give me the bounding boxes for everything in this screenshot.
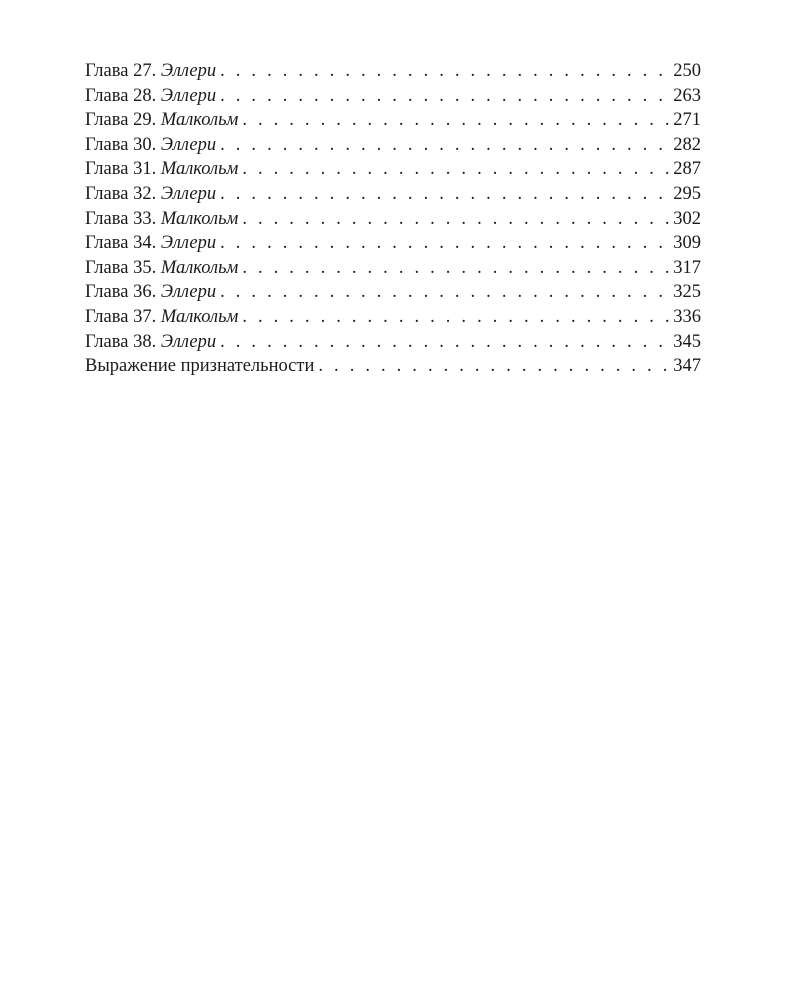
- toc-entry-chapter-31: [85, 157, 701, 182]
- toc-entry-chapter-34: [85, 231, 701, 256]
- table-of-contents: [85, 59, 701, 379]
- toc-entry-chapter-30: [85, 133, 701, 158]
- chapter-name: Малкольм: [160, 257, 239, 278]
- toc-entry-acknowledgements: [85, 354, 701, 379]
- toc-entry-chapter-27: [85, 59, 701, 84]
- toc-entry-title: [85, 354, 314, 379]
- chapter-number: Глава 33.: [85, 208, 161, 229]
- chapter-number: Глава 31.: [85, 159, 161, 180]
- toc-entry-title: [85, 157, 238, 182]
- toc-entry-chapter-36: [85, 280, 701, 305]
- chapter-name: Малкольм: [160, 306, 239, 327]
- chapter-number: Глава 38.: [85, 331, 161, 352]
- page-number: 309: [673, 233, 701, 254]
- page-number: 250: [673, 61, 701, 81]
- toc-entry-chapter-35: [85, 256, 701, 281]
- toc-entry-title: [85, 256, 238, 281]
- page-number: 287: [673, 159, 701, 180]
- chapter-name: Эллери: [160, 134, 217, 155]
- toc-entry-chapter-32: [85, 182, 701, 207]
- dot-leader: [216, 59, 673, 84]
- chapter-number: Глава 34.: [85, 233, 161, 254]
- toc-entry-title: [85, 59, 216, 84]
- toc-entry-title: [85, 84, 216, 109]
- toc-entry-title: [85, 207, 238, 232]
- section-title: Выражение признательности: [85, 356, 315, 377]
- chapter-number: Глава 27.: [85, 61, 161, 81]
- page-number: 302: [673, 208, 701, 229]
- dot-leader: [238, 207, 673, 232]
- page-number: 263: [673, 85, 701, 106]
- chapter-number: Глава 29.: [85, 110, 161, 131]
- dot-leader: [238, 305, 673, 330]
- toc-entry-title: [85, 108, 238, 133]
- toc-entry-title: [85, 133, 216, 158]
- chapter-name: Эллери: [160, 282, 217, 303]
- chapter-name: Малкольм: [160, 110, 239, 131]
- chapter-name: Эллери: [160, 85, 217, 106]
- toc-entry-chapter-38: [85, 330, 701, 355]
- chapter-number: Глава 32.: [85, 183, 161, 204]
- toc-entry-title: [85, 280, 216, 305]
- chapter-name: Эллери: [160, 233, 217, 254]
- chapter-number: Глава 37.: [85, 306, 161, 327]
- dot-leader: [216, 84, 673, 109]
- toc-entry-title: [85, 305, 238, 330]
- dot-leader: [314, 354, 673, 379]
- chapter-name: Малкольм: [160, 208, 239, 229]
- dot-leader: [238, 256, 673, 281]
- toc-entry-chapter-29: [85, 108, 701, 133]
- page-number: 317: [673, 257, 701, 278]
- dot-leader: [216, 280, 673, 305]
- toc-entry-title: [85, 231, 216, 256]
- page-number: 271: [673, 110, 701, 131]
- page-number: 282: [673, 134, 701, 155]
- toc-entry-title: [85, 330, 216, 355]
- chapter-name: Эллери: [160, 183, 217, 204]
- page-number: 345: [673, 331, 701, 352]
- chapter-number: Глава 36.: [85, 282, 161, 303]
- dot-leader: [238, 108, 673, 133]
- toc-entry-chapter-33: [85, 207, 701, 232]
- toc-entry-title: [85, 182, 216, 207]
- page-number: 347: [673, 356, 701, 377]
- chapter-name: Эллери: [160, 61, 217, 81]
- chapter-name: Малкольм: [160, 159, 239, 180]
- dot-leader: [216, 133, 673, 158]
- dot-leader: [216, 330, 673, 355]
- chapter-number: Глава 28.: [85, 85, 161, 106]
- chapter-name: Эллери: [160, 331, 217, 352]
- page-number: 325: [673, 282, 701, 303]
- dot-leader: [216, 231, 673, 256]
- page-number: 336: [673, 306, 701, 327]
- dot-leader: [238, 157, 673, 182]
- toc-entry-chapter-28: [85, 84, 701, 109]
- chapter-number: Глава 30.: [85, 134, 161, 155]
- dot-leader: [216, 182, 673, 207]
- page-number: 295: [673, 183, 701, 204]
- chapter-number: Глава 35.: [85, 257, 161, 278]
- toc-entry-chapter-37: [85, 305, 701, 330]
